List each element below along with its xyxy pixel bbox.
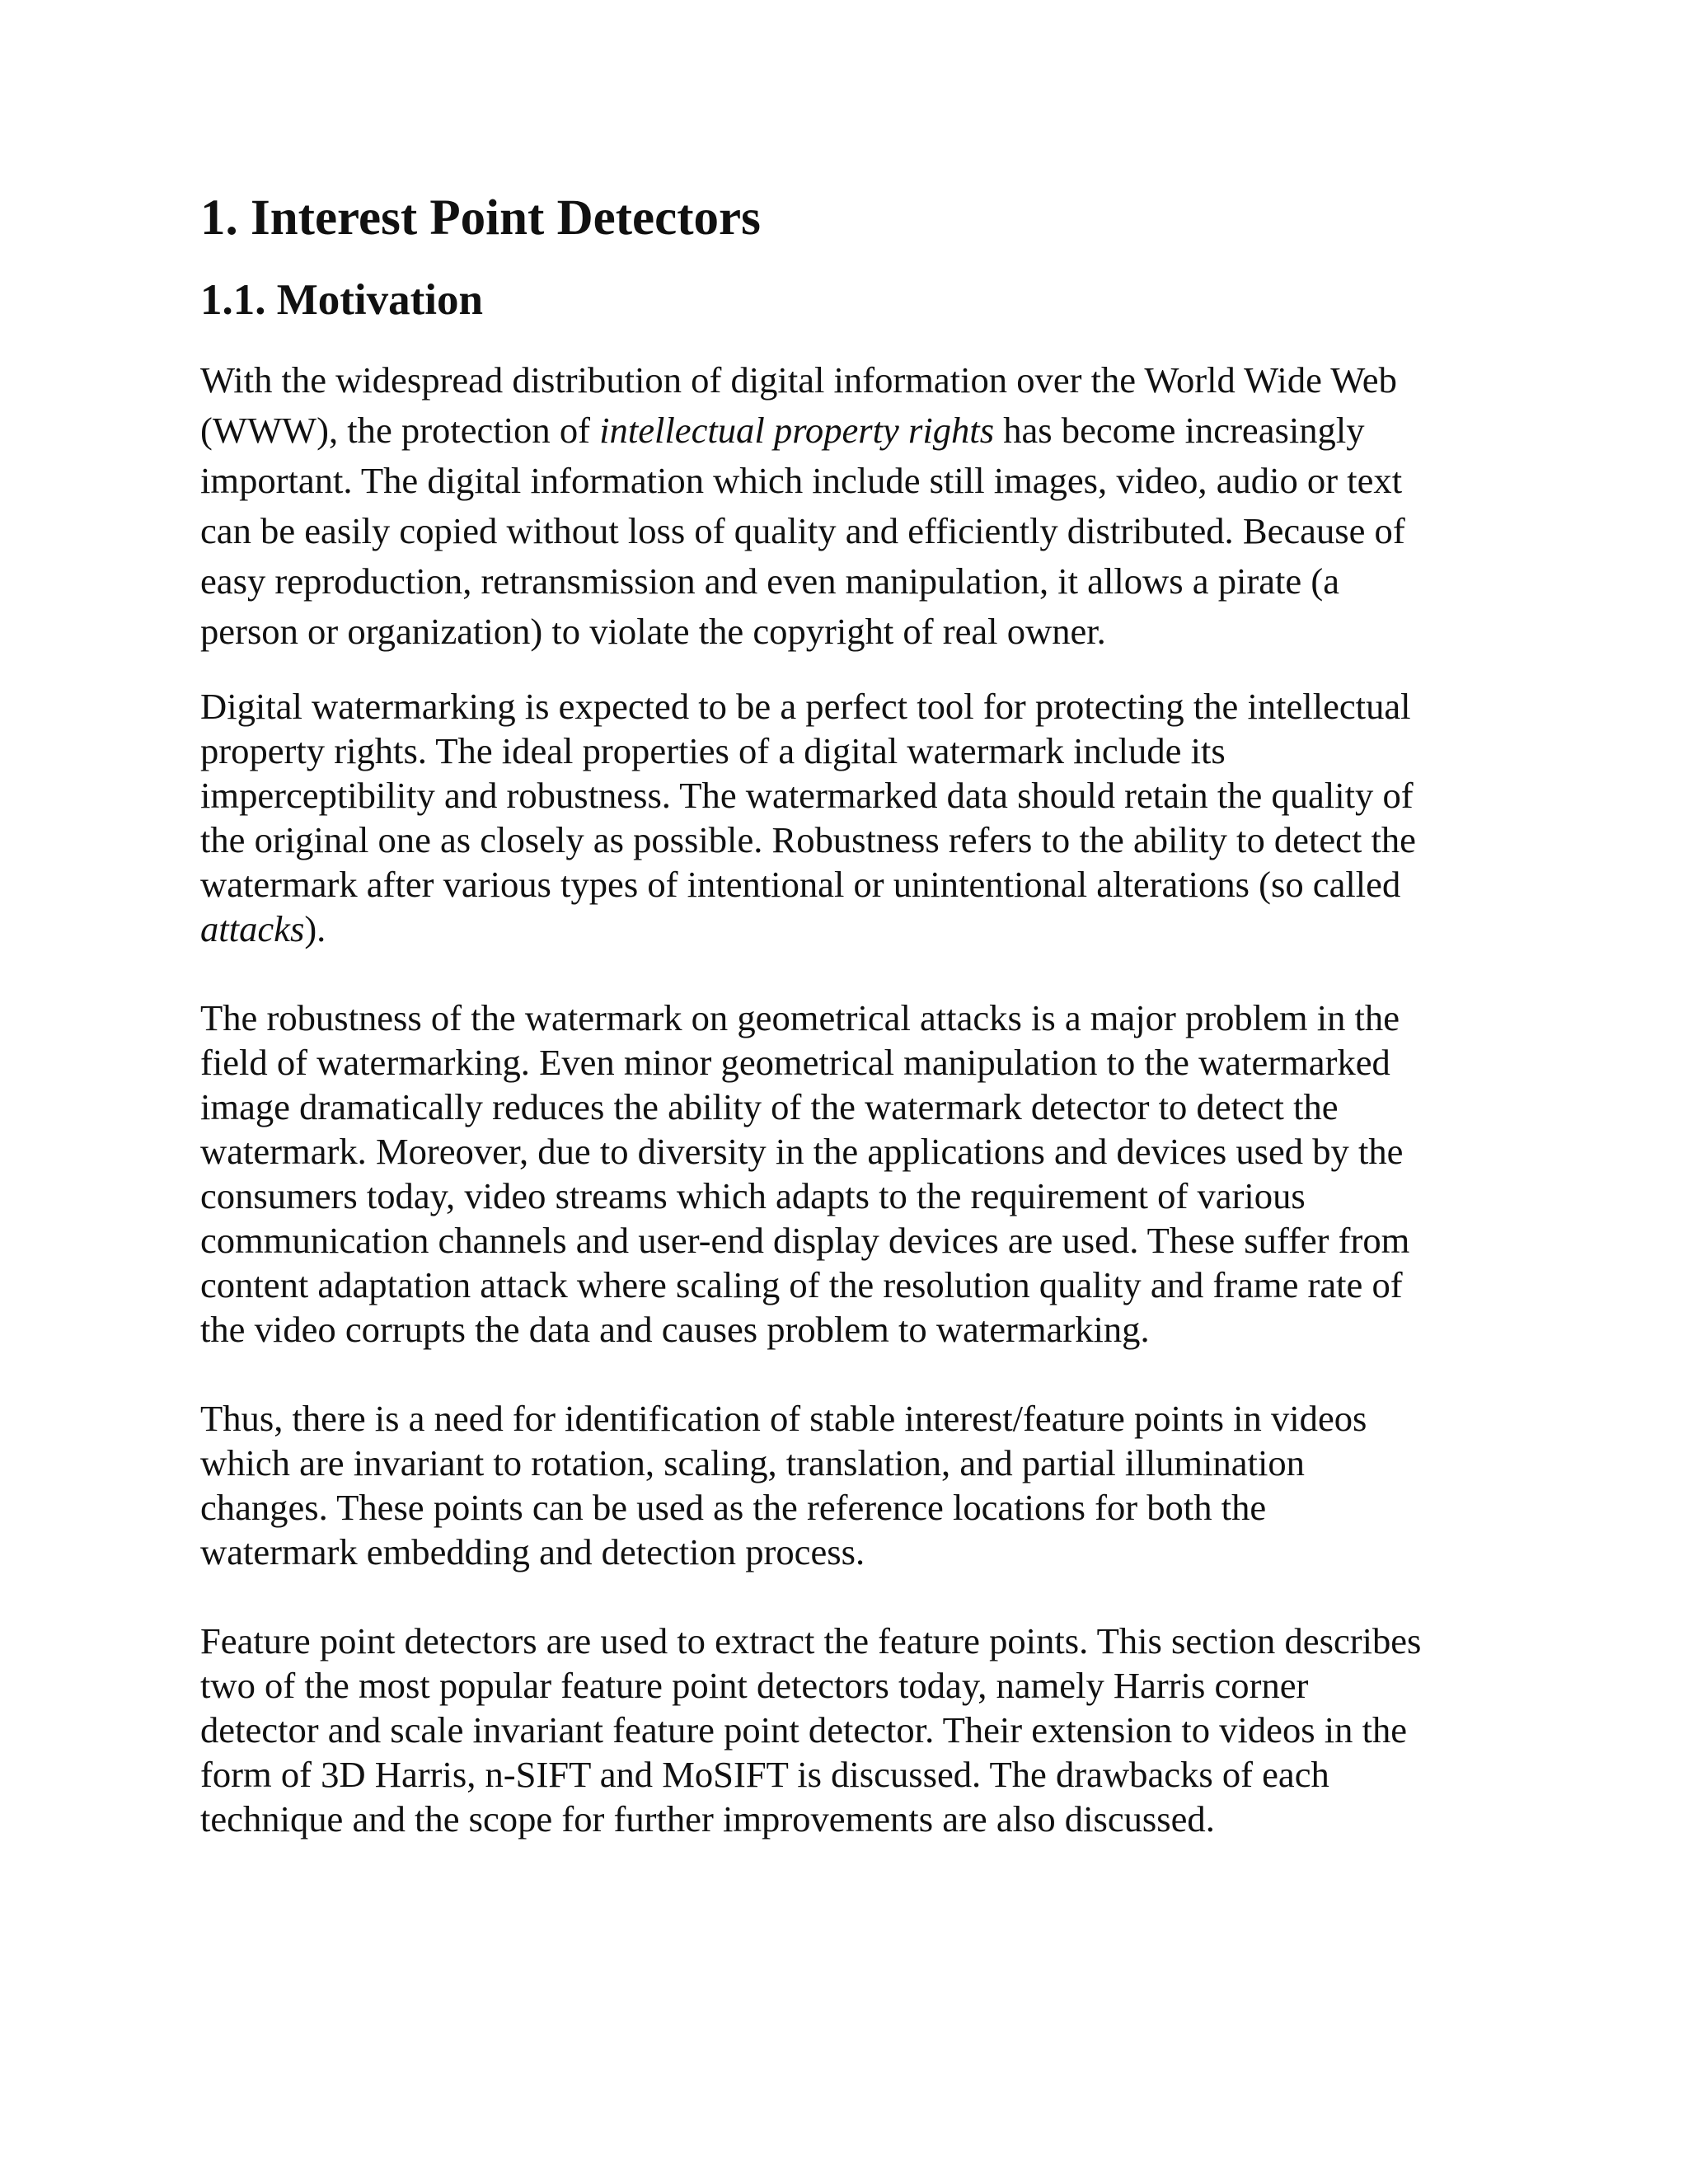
paragraph-5 (200, 1619, 1519, 1841)
paragraph-line: watermark after various types of intentional or unintentional alterations (so called (200, 863, 1401, 905)
paragraph-line (200, 907, 1519, 951)
subsection-heading: 1.1. Motivation (200, 276, 483, 325)
paragraph-line: watermark embedding and detection process. (200, 1530, 865, 1572)
paragraph-line: important. The digital information which include still images, video, audio or text (200, 459, 1403, 501)
paragraph-line: content adaptation attack where scaling of the resolution quality and frame rate of (200, 1263, 1403, 1305)
text-run: (WWW), the protection of (200, 409, 600, 451)
paragraph-line: field of watermarking. Even minor geometrical manipulation to the watermarked (200, 1041, 1390, 1083)
paragraph-line: technique and the scope for further improvements are also discussed. (200, 1797, 1215, 1840)
paragraph-line: image dramatically reduces the ability of the watermark detector to detect the (200, 1085, 1339, 1127)
paragraph-4 (200, 1396, 1519, 1574)
paragraph-line: watermark. Moreover, due to diversity in the applications and devices used by the (200, 1130, 1404, 1172)
paragraph-3 (200, 996, 1519, 1352)
paragraph-line: Feature point detectors are used to extract the feature points. This section describes (200, 1619, 1422, 1661)
paragraph-line: Digital watermarking is expected to be a perfect tool for protecting the intellectual (200, 685, 1411, 727)
paragraph-line: property rights. The ideal properties of a digital watermark include its (200, 729, 1226, 771)
document-page (200, 188, 1519, 1841)
paragraph-line: can be easily copied without loss of quality and efficiently distributed. Because of (200, 509, 1405, 551)
paragraph-line: Thus, there is a need for identification of stable interest/feature points in videos (200, 1397, 1367, 1439)
paragraph-line (200, 405, 1519, 456)
italic-term: intellectual property rights (599, 409, 995, 451)
paragraph-2 (200, 684, 1519, 951)
text-run: ). (304, 907, 326, 949)
italic-term: attacks (200, 907, 305, 949)
paragraph-line: communication channels and user-end display devices are used. These suffer from (200, 1219, 1410, 1261)
paragraph-1 (200, 355, 1519, 657)
paragraph-line: imperceptibility and robustness. The watermarked data should retain the quality of (200, 774, 1414, 816)
paragraph-line: the original one as closely as possible. Robustness refers to the ability to detect the (200, 818, 1416, 860)
paragraph-line: the video corrupts the data and causes problem to watermarking. (200, 1308, 1150, 1350)
paragraph-line: which are invariant to rotation, scaling, translation, and partial illumination (200, 1441, 1305, 1483)
paragraph-line: changes. These points can be used as the reference locations for both the (200, 1486, 1267, 1528)
paragraph-line: The robustness of the watermark on geometrical attacks is a major problem in the (200, 996, 1400, 1038)
section-heading: 1. Interest Point Detectors (200, 190, 761, 246)
paragraph-line: form of 3D Harris, n-SIFT and MoSIFT is discussed. The drawbacks of each (200, 1753, 1329, 1795)
paragraph-line: two of the most popular feature point detectors today, namely Harris corner (200, 1664, 1309, 1706)
text-run: has become increasingly (994, 409, 1365, 451)
paragraph-line: With the widespread distribution of digital information over the World Wide Web (200, 359, 1397, 401)
paragraph-line: consumers today, video streams which adapts to the requirement of various (200, 1174, 1306, 1216)
paragraph-line: easy reproduction, retransmission and even manipulation, it allows a pirate (a (200, 560, 1339, 602)
paragraph-line: detector and scale invariant feature point detector. Their extension to videos in the (200, 1708, 1408, 1750)
paragraph-line: person or organization) to violate the copyright of real owner. (200, 610, 1106, 652)
